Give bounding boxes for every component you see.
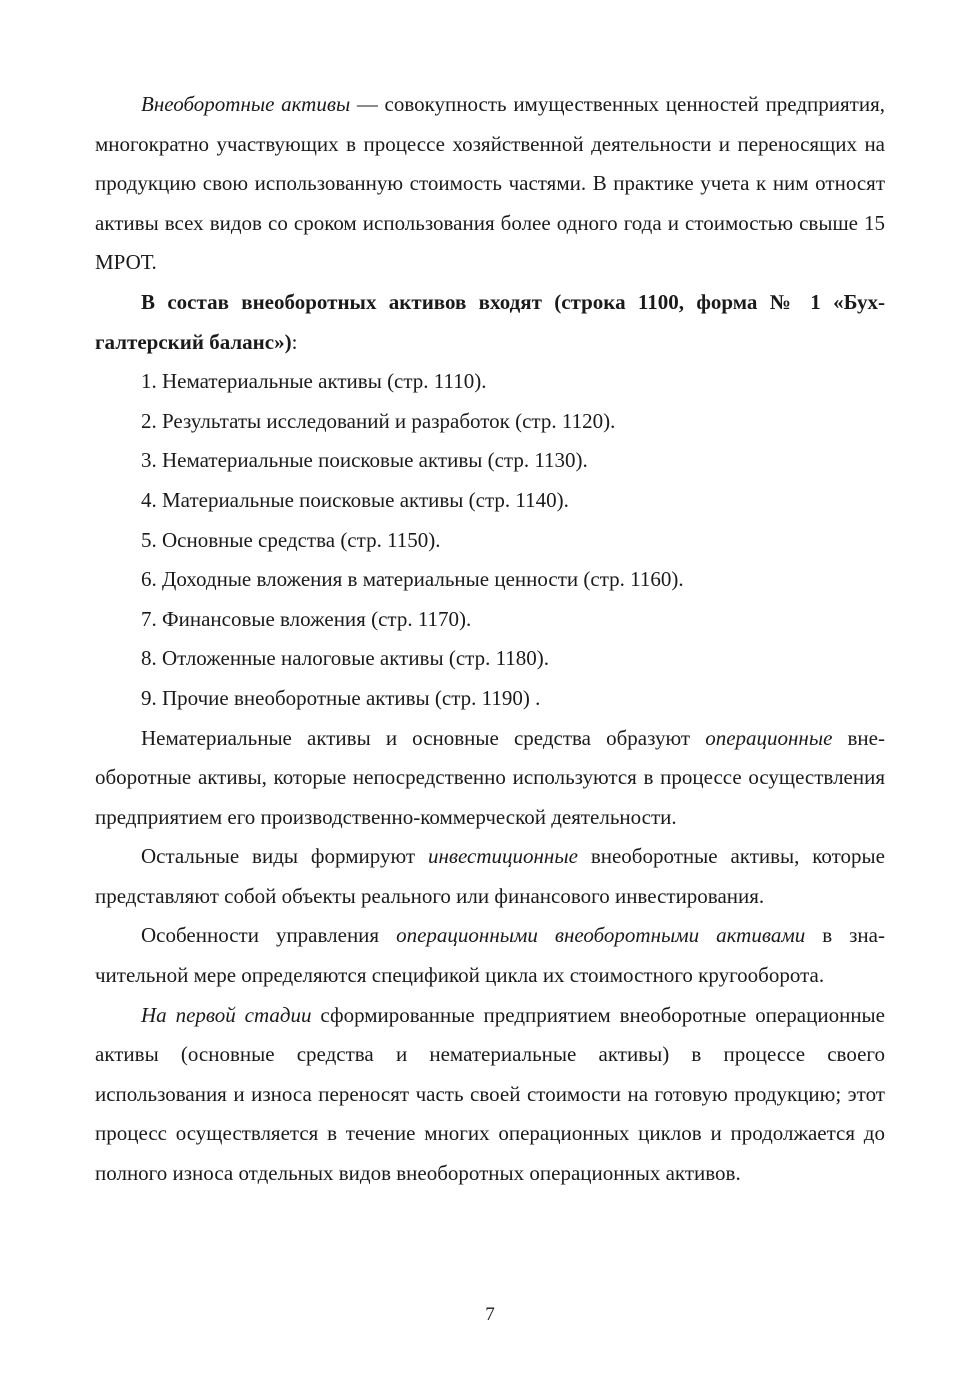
list-item: 6. Доходные вложения в материальные ценности (стр. 1160). [141,567,684,592]
management-paragraph [95,916,885,995]
page-number: 7 [485,1304,495,1325]
management-after: в значительной мере определяются спецификой цикла их стоимостного кругооборота. [95,923,885,988]
list-item: 9. Прочие внеоборотные активы (стр. 1190) . [141,685,541,710]
list-item: 1. Нематериальные активы (стр. 1110). [141,369,487,394]
first-stage-paragraph [95,996,885,1194]
term-noncurrent-assets: Внеоборотные активы [141,92,351,116]
operational-after: внеоборотные активы, которые непосредственно используются в процессе осуществления предприятием его производственно-коммерческой деятельности. [95,725,885,829]
operational-before: Нематериальные активы и основные средства образуют [141,725,706,750]
list-item: 4. Материальные поисковые активы (стр. 1140). [141,487,569,512]
composition-heading: В состав внеоборотных активов входят (строка 1100, форма № 1 «Бухгалтерский баланс») [95,289,885,354]
term-first-stage: На первой стадии [141,1002,312,1027]
first-stage-text: сформированные предприятием внеоборотные операционные активы (основные средства и нематериальные активы) в процессе своего использования и износа переносят часть своей стоимости на готовую продукцию; этот процесс осуществляется в течение многих операционных циклов и продолжается до полного износа отдельных видов внеоборотных операционных активов. [95,1002,885,1186]
list-item: 2. Результаты исследований и разработок (стр. 1120). [141,408,616,433]
list-item: 3. Нематериальные поисковые активы (стр. 1130). [141,448,588,473]
term-operational: операционные [705,725,833,750]
document-page [95,85,885,1194]
list-item: 8. Отложенные налоговые активы (стр. 1180). [141,646,550,671]
term-operational-noncurrent: операционными внеоборотными активами [396,923,806,948]
intro-text: — совокупность имущественных ценностей предприятия, многократно участвующих в процессе хозяйственной деятельности и переносящих на продукцию свою использованную стоимость частями. В практике учета к ним относят активы всех видов со сроком использования более одного года и стоимостью свыше 15 МРОТ. [95,92,885,275]
list-item: 7. Финансовые вложения (стр. 1170). [141,606,472,631]
composition-heading-suffix: : [291,329,298,354]
intro-paragraph [95,85,885,283]
investment-before: Остальные виды формируют [141,844,428,869]
operational-paragraph [95,719,885,838]
investment-paragraph [95,837,885,916]
management-before: Особенности управления [141,923,397,948]
term-investment: инвестиционные [427,844,578,869]
composition-list [95,362,885,718]
composition-heading-paragraph [95,283,885,362]
list-item: 5. Основные средства (стр. 1150). [141,527,441,552]
investment-after: внеоборотные активы, которые представляют собой объекты реального или финансового инвестирования. [95,844,885,908]
